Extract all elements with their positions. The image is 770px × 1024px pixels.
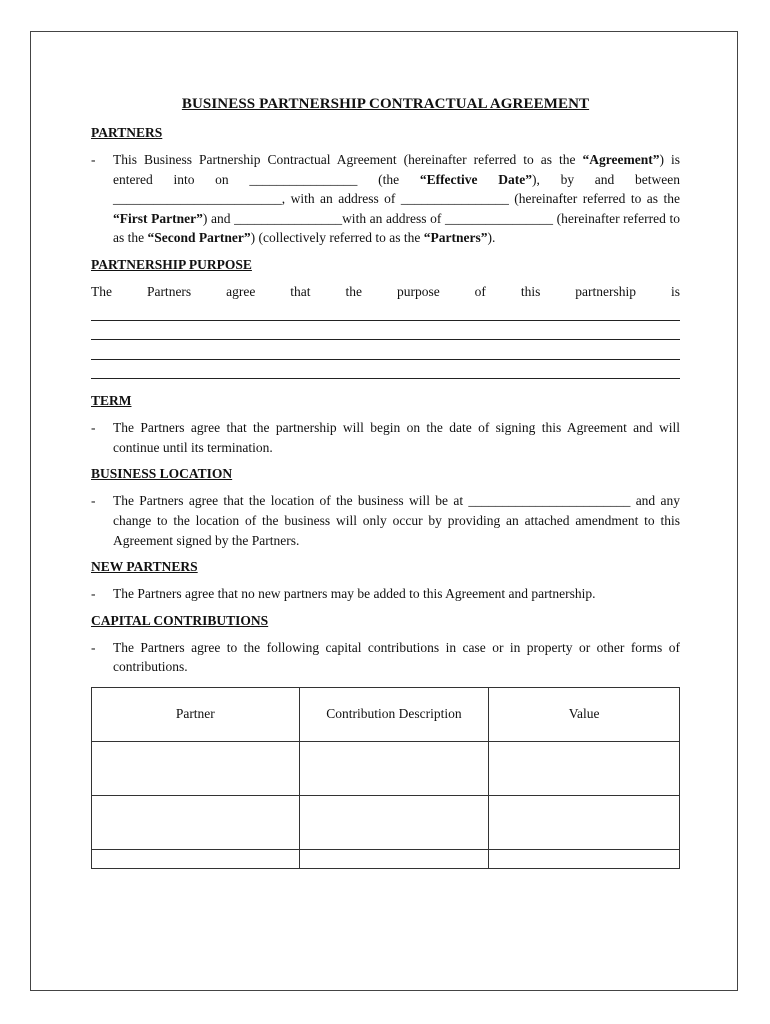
new-partners-clause-text: The Partners agree that no new partners may be added to this Agreement and partnership. bbox=[113, 586, 596, 602]
document-page bbox=[30, 31, 738, 991]
bullet-dash: - bbox=[91, 639, 96, 655]
table-row bbox=[92, 849, 680, 868]
table-cell[interactable] bbox=[299, 849, 489, 868]
capital-contributions-table bbox=[91, 687, 680, 869]
purpose-fill-lines bbox=[91, 302, 680, 380]
column-header-partner: Partner bbox=[92, 687, 300, 741]
term-clause-text: The Partners agree that the partnership will begin on the date of signing this Agreement and will continue until its termination. bbox=[113, 420, 680, 455]
section-heading-location: BUSINESS LOCATION bbox=[91, 466, 233, 482]
table-cell[interactable] bbox=[299, 795, 489, 849]
column-header-description: Contribution Description bbox=[299, 687, 489, 741]
fill-line bbox=[91, 302, 680, 321]
fill-line bbox=[91, 321, 680, 340]
purpose-text: The Partners agree that the purpose of this partnership is bbox=[91, 283, 680, 299]
bullet-dash: - bbox=[91, 586, 96, 602]
document-content bbox=[91, 96, 680, 869]
table-row bbox=[92, 741, 680, 795]
section-heading-purpose: PARTNERSHIP PURPOSE bbox=[91, 256, 252, 272]
fill-line bbox=[91, 340, 680, 359]
table-cell[interactable] bbox=[489, 795, 680, 849]
section-heading-capital: CAPITAL CONTRIBUTIONS bbox=[91, 612, 269, 628]
document-title: BUSINESS PARTNERSHIP CONTRACTUAL AGREEMENT bbox=[181, 96, 590, 112]
section-heading-partners: PARTNERS bbox=[91, 125, 163, 140]
new-partners-clause bbox=[91, 584, 680, 604]
bullet-dash: - bbox=[91, 420, 96, 436]
location-clause-text: The Partners agree that the location of the business will be at ________________________ and any change to the location of the business will only occur by providing an attached amendment to this Agreement signed by the Partners. bbox=[113, 493, 680, 548]
column-header-value: Value bbox=[489, 687, 680, 741]
table-header-row bbox=[92, 687, 680, 741]
location-clause bbox=[91, 491, 680, 550]
table-cell[interactable] bbox=[92, 849, 300, 868]
table-cell[interactable] bbox=[92, 795, 300, 849]
table-cell[interactable] bbox=[299, 741, 489, 795]
capital-clause-text: The Partners agree to the following capital contributions in case or in property or other forms of contributions. bbox=[113, 639, 680, 675]
term-clause bbox=[91, 418, 680, 457]
table-cell[interactable] bbox=[92, 741, 300, 795]
bullet-dash: - bbox=[91, 152, 96, 167]
section-heading-term: TERM bbox=[91, 393, 132, 409]
section-heading-new-partners: NEW PARTNERS bbox=[91, 559, 198, 575]
bullet-dash: - bbox=[91, 493, 96, 509]
partners-clause bbox=[91, 150, 680, 248]
table-cell[interactable] bbox=[489, 741, 680, 795]
partners-clause-text: This Business Partnership Contractual Agreement (hereinafter referred to as the “Agreement”) is entered into on ________________ (the “Effective Date”), by and between _________________________, with an address of ________________ (hereinafter referred to as the “First Partner”) and ________________with an address of ________________ (hereinafter referred to as the “Second Partner”) (collectively referred to as the “Partners”). bbox=[113, 152, 681, 246]
table-row bbox=[92, 795, 680, 849]
table-cell[interactable] bbox=[489, 849, 680, 868]
fill-line bbox=[91, 360, 680, 379]
capital-clause bbox=[91, 638, 680, 677]
